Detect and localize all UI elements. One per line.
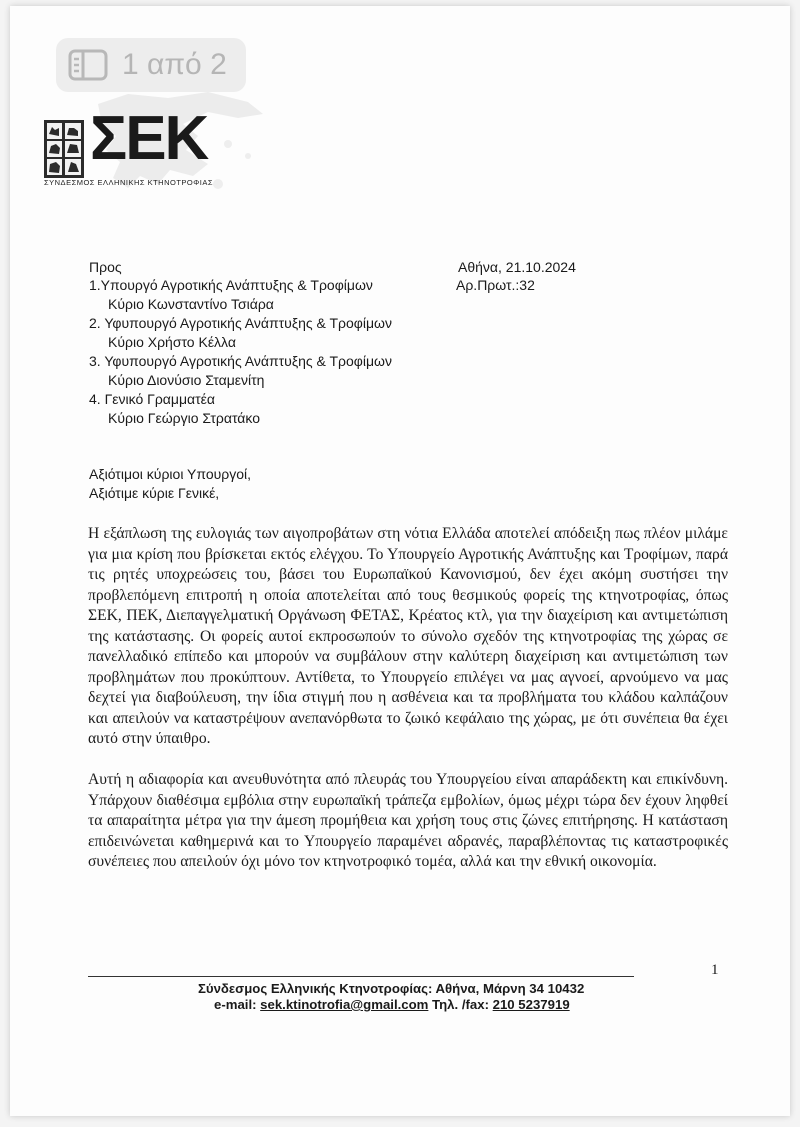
page-indicator-label: 1 από 2 (122, 48, 227, 81)
salutation-ministers: Αξιότιμοι κύριοι Υπουργοί, (89, 466, 252, 482)
place-date: Αθήνα, 21.10.2024 (458, 259, 576, 275)
page-number: 1 (711, 962, 719, 978)
recipient-4-title: 4. Γενικό Γραμματέα (89, 391, 215, 407)
footer-divider (88, 976, 634, 977)
body-paragraph-2: Αυτή η αδιαφορία και ανευθυνότητα από πλευράς του Υπουργείου είναι απαράδεκτη και επικίνδυνη. Υπάρχουν διαθέσιμα εμβόλια στην ευρωπαϊκή τράπεζα εμβολίων, όμως μέχρι τώρα δεν έχουν ληφθεί τα απαραίτητα μέτρα για την άμεση προμήθεια και χρήση τους στις ζώνες επιτήρησης. Η κατάσταση επιδεινώνεται καθημερινά και το Υπουργείο παραμένει αδρανές, παραβλέποντας τις καταστροφικές συνέπειες που απειλούν όχι μόνο τον κτηνοτροφικό τομέα, αλλά και την εθνική οικονομία. (88, 771, 728, 870)
recipient-4-name: Κύριο Γεώργιο Στρατάκο (108, 410, 260, 426)
body-paragraph-1: Η εξάπλωση της ευλογιάς των αιγοπροβάτων στη νότια Ελλάδα αποτελεί απόδειξη πως πλέον μιλάμε για μια κρίση που βρίσκεται εκτός ελέγχου. Το Υπουργείο Αγροτικής Ανάπτυξης και Τροφίμων, παρά τις ρητές υποχρεώσεις του, βάσει του Ευρωπαϊκού Κανονισμού, δεν έχει ακόμη συστήσει την προβλεπόμενη επιτροπή η οποία αποτελείται από τους θεσμικούς φορείς της κτηνοτροφίας, όπως ΣΕΚ, ΠΕΚ, Διεπαγγελματική Οργάνωση ΦΕΤΑΣ, Κρέατος κτλ, για την διαχείριση και αντιμετώπιση της κατάστασης. Οι φορείς αυτοί εκπροσωπούν το σύνολο σχεδόν της κτηνοτροφίας της χώρας σε πανελλαδικό επίπεδο και μπορούν να συμβάλουν στην καλύτερη διαχείριση και αντιμετώπιση των προβλημάτων που προκύπτουν. Αντίθετα, το Υπουργείο επιλέγει να μας αγνοεί, αρνούμενο να μας δεχτεί για διαβούλευση, την ίδια στιγμή που η ασθένεια και τα προβλήματα του κλάδου καλπάζουν και απειλούν να καταστρέψουν ανεπανόρθωτα το ζωικό κεφάλαιο της χώρας, με ότι συνέπεια θα έχει αυτό στην ύπαιθρο. (88, 525, 728, 747)
page-indicator[interactable] (56, 38, 246, 92)
protocol-number: Αρ.Πρωτ.:32 (456, 277, 535, 293)
livestock-icon (44, 120, 84, 178)
logo-subtitle: ΣΥΝΔΕΣΜΟΣ ΕΛΛΗΝΙΚΗΣ ΚΤΗΝΟΤΡΟΦΙΑΣ (44, 178, 213, 187)
recipient-3-name: Κύριο Διονύσιο Σταμενίτη (108, 372, 265, 388)
sidebar-toggle-icon (68, 49, 108, 81)
footer-address: Σύνδεσμος Ελληνικής Κτηνοτροφίας: Αθήνα, Μάρνη 34 10432 (198, 981, 585, 996)
footer-contact (214, 997, 570, 1012)
recipient-1-name: Κύριο Κωνσταντίνο Τσιάρα (108, 296, 274, 312)
recipient-2-name: Κύριο Χρήστο Κέλλα (108, 334, 236, 350)
recipient-2-title: 2. Υφυπουργό Αγροτικής Ανάπτυξης & Τροφίμων (89, 315, 392, 331)
logo-wordmark: ΣΕΚ (90, 104, 208, 173)
footer-email-link[interactable]: sek.ktinotrofia@gmail.com (260, 997, 429, 1012)
to-label: Προς (89, 259, 122, 275)
recipient-1-title: 1.Υπουργό Αγροτικής Ανάπτυξης & Τροφίμων (89, 277, 373, 293)
footer-phone-label: Τηλ. /fax: (428, 997, 493, 1012)
recipient-3-title: 3. Υφυπουργό Αγροτικής Ανάπτυξης & Τροφίμων (89, 353, 392, 369)
footer-phone-link[interactable]: 210 5237919 (492, 997, 570, 1012)
footer-email-label: e-mail: (214, 997, 261, 1012)
salutation-general: Αξιότιμε κύριε Γενικέ, (89, 485, 220, 501)
